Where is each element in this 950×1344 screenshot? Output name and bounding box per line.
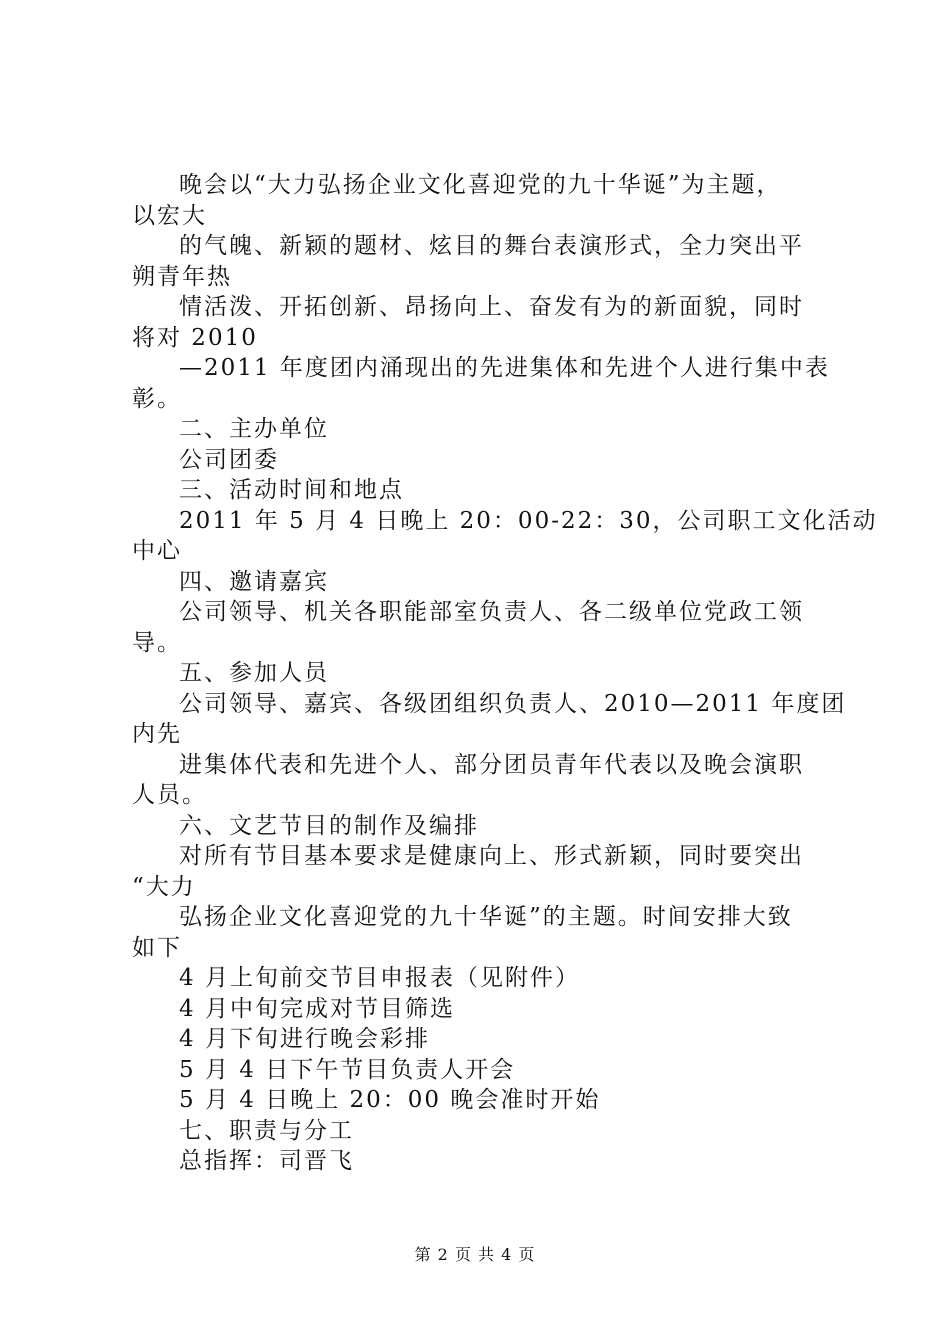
text-line: 情活泼、开拓创新、昂扬向上、奋发有为的新面貌，同时 [179, 294, 804, 320]
text-line: 的气魄、新颖的题材、炫目的舞台表演形式，全力突出平 [179, 233, 804, 259]
text-line: 中心 [132, 538, 182, 564]
text-line: 5 月 4 日下午节目负责人开会 [179, 1056, 516, 1083]
text-line: 弘扬企业文化喜迎党的九十华诞”的主题。时间安排大致 [179, 904, 793, 930]
text-line: 四、邀请嘉宾 [179, 568, 329, 595]
text-line: “大力 [132, 873, 196, 900]
text-line: 公司团委 [179, 446, 279, 473]
document-body [132, 170, 878, 1177]
text-line: 导。 [132, 629, 182, 656]
page-number-footer: 第 2 页 共 4 页 [414, 1245, 536, 1264]
text-line: 以宏大 [132, 202, 207, 229]
text-line: 二、主办单位 [179, 416, 329, 442]
text-line: 5 月 4 日晚上 20：00 晚会准时开始 [179, 1087, 601, 1113]
text-line: 4 月下旬进行晚会彩排 [179, 1026, 430, 1052]
text-line: —2011 年度团内涌现出的先进集体和先进个人进行集中表 [179, 355, 830, 381]
text-line: 彰。 [132, 385, 182, 412]
text-line: 内先 [132, 721, 182, 747]
text-line: 人员。 [132, 782, 207, 808]
text-line: 公司领导、嘉宾、各级团组织负责人、2010—2011 年度团 [179, 690, 847, 717]
text-line: 将对 2010 [132, 324, 258, 351]
text-line: 朔青年热 [132, 263, 232, 290]
text-line: 晚会以“大力弘扬企业文化喜迎党的九十华诞”为主题， [179, 172, 782, 198]
text-line: 2011 年 5 月 4 日晚上 20：00-22：30，公司职工文化活动 [179, 507, 878, 534]
text-line: 公司领导、机关各职能部室负责人、各二级单位党政工领 [179, 599, 804, 625]
text-line: 4 月中旬完成对节目筛选 [179, 995, 455, 1022]
text-line: 进集体代表和先进个人、部分团员青年代表以及晚会演职 [179, 751, 804, 778]
text-line: 4 月上旬前交节目申报表（见附件） [179, 965, 580, 991]
text-line: 七、职责与分工 [179, 1117, 354, 1144]
text-line: 三、活动时间和地点 [179, 477, 404, 503]
text-line: 总指挥：司晋飞 [179, 1148, 354, 1174]
text-line: 对所有节目基本要求是健康向上、形式新颖，同时要突出 [179, 843, 804, 869]
text-line: 六、文艺节目的制作及编排 [179, 812, 479, 839]
text-line: 五、参加人员 [179, 660, 329, 686]
text-line: 如下 [132, 934, 182, 961]
